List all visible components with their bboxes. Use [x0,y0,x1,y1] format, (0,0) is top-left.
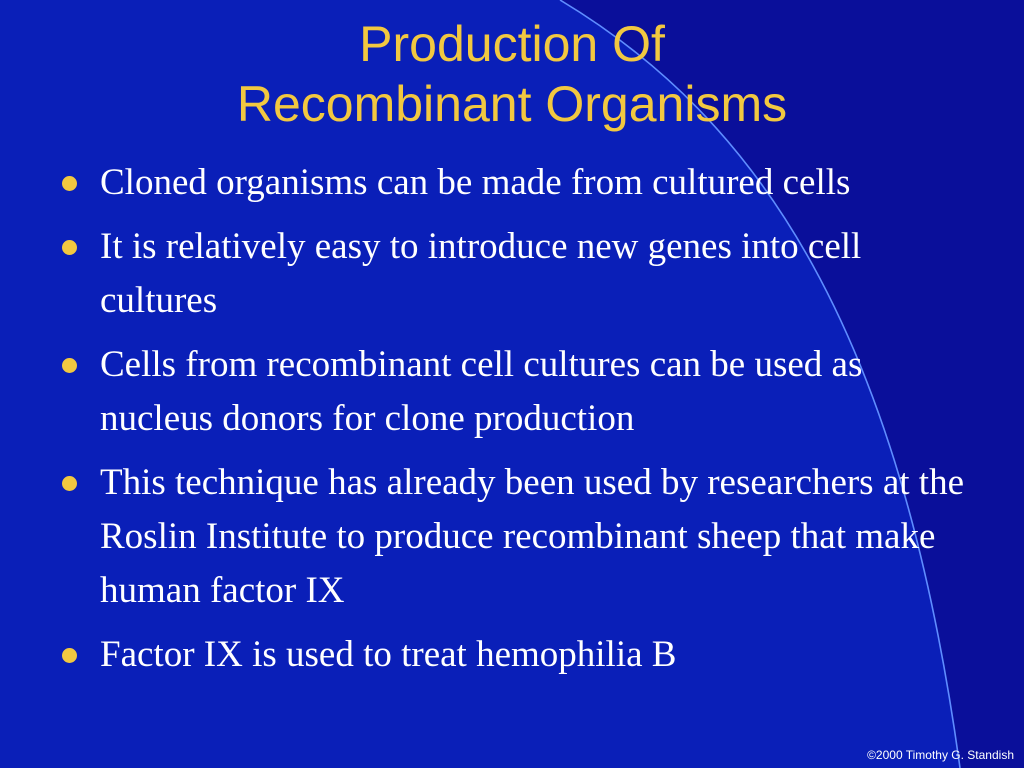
bullet-item [62,456,972,618]
copyright-footer: ©2000 Timothy G. Standish [867,748,1014,762]
bullet-dot-icon [62,176,77,191]
bullet-text: Factor IX is used to treat hemophilia B [100,634,677,675]
bullet-text: Cells from recombinant cell cultures can be used as nucleus donors for clone production [100,344,863,439]
slide-title-line-2: Recombinant Organisms [236,76,788,132]
slide-title [0,14,1024,134]
bullet-text: Cloned organisms can be made from cultured cells [100,162,851,203]
bullet-item [62,156,972,210]
bullet-item [62,338,972,446]
bullet-text: This technique has already been used by researchers at the Roslin Institute to produce recombinant sheep that make human factor IX [100,462,964,611]
bullet-dot-icon [62,240,77,255]
bullet-item [62,628,972,682]
bullet-dot-icon [62,476,77,491]
bullet-item [62,220,972,328]
bullet-dot-icon [62,358,77,373]
bullet-list [62,156,972,692]
bullet-text: It is relatively easy to introduce new genes into cell cultures [100,226,862,321]
bullet-dot-icon [62,648,77,663]
slide-title-line-1: Production Of [359,16,665,72]
